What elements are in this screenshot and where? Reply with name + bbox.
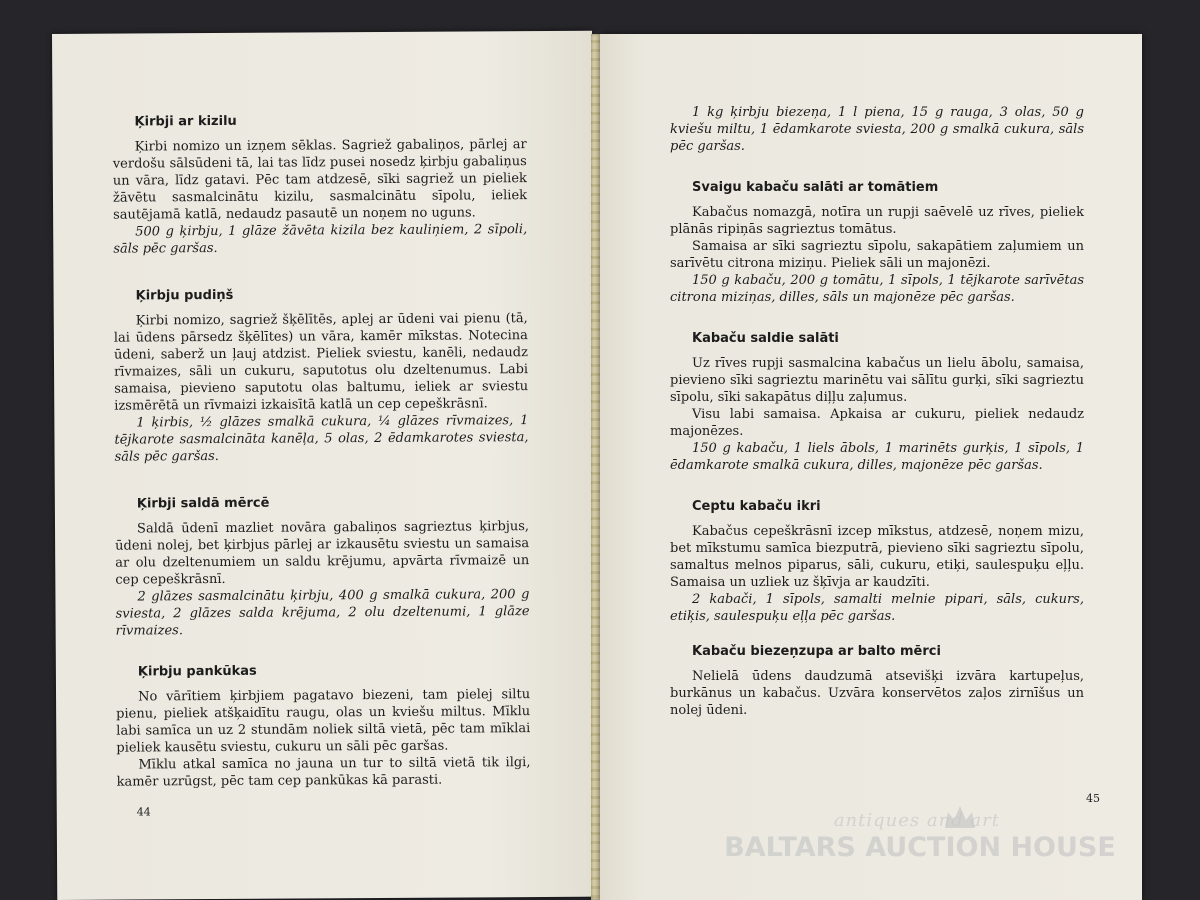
recipe-text: Mīklu atkal samīca no jauna un tur to siltā vietā tik ilgi, kamēr uzrūgst, pēc tam cep pankūkas kā parasti.: [116, 755, 531, 790]
recipe-ingredients: 150 g kabaču, 200 g tomātu, 1 sīpols, 1 tējkarote sarīvētas citrona miziņas, dilles, sāls un majonēze pēc garšas.: [670, 273, 1084, 305]
page-number: 45: [1086, 792, 1100, 805]
recipe-kirbji-salda-merce: [115, 493, 530, 640]
right-page-content: [670, 104, 1084, 719]
recipe-text: Uz rīves rupji sasmalcina kabačus un lielu ābolu, samaisa, pievieno sīki sagrieztu marinētu vai sālītu gurķi, sīki sagrieztu sīpolu, sīki sakapātus diļļu zaļumus.: [670, 356, 1084, 405]
recipe-text: Kabačus nomazgā, notīra un rupji saēvelē uz rīves, pieliek plānās ripiņās sagrieztus tomātus.: [670, 205, 1084, 237]
recipe-kabacu-saldie-salati: [670, 330, 1084, 474]
recipe-text: Saldā ūdenī mazliet novāra gabaliņos sagrieztus ķirbjus, ūdeni nolej, bet ķirbjus pārlej ar izkausētu sviestu un samaisa ar olu dzeltenumiem un saldu krējumu, apvārta rīvmaizē un cep cepeškrāsnī.: [115, 519, 530, 588]
recipe-kirbji-ar-kizilu: [112, 111, 527, 258]
recipe-text: Visu labi samaisa. Apkaisa ar cukuru, pieliek nedaudz majonēzes.: [670, 407, 1084, 439]
page-number: 44: [136, 805, 151, 819]
recipe-title: Kabaču biezeņzupa ar balto mērci: [692, 644, 941, 659]
recipe-kirbju-pudins: [114, 285, 529, 466]
right-page: [600, 34, 1142, 900]
recipe-title: Ķirbju pudiņš: [135, 287, 234, 304]
recipe-text: Nelielā ūdens daudzumā atsevišķi izvāra kartupeļus, burkānus un kabačus. Uzvāra konservētos zaļos zirnīšus un nolej ūdeni.: [670, 669, 1084, 718]
recipe-svaigu-kabacu-salati: [670, 179, 1084, 306]
recipe-text: Ķirbi nomizo un izņem sēklas. Sagriež gabaliņos, pārlej ar verdošu sālsūdeni tā, lai tas līdz pusei nosedz ķirbju gabaliņus un vāra, līdz gatavi. Pēc tam atdzesē, sīki sagriež un pieliek žāvētu sasmalcinātu kizilu, sasmalcinātu sīpolu, ieliek sautējamā katlā, nedaudz pasautē un noņem no uguns.: [112, 137, 528, 223]
recipe-title: Ceptu kabaču ikri: [692, 499, 821, 514]
watermark: [720, 810, 1120, 880]
recipe-ingredients: 2 kabači, 1 sīpols, samalti melnie pipari, sāls, cukurs, etiķis, saulespuķu eļļa pēc garšas.: [670, 592, 1084, 624]
open-book: [52, 34, 1142, 900]
recipe-ingredients: 2 glāzes sasmalcinātu ķirbju, 400 g smalkā cukura, 200 g sviesta, 2 glāzes salda krējuma, 2 olu dzeltenumi, 1 glāze rīvmaizes.: [115, 587, 530, 639]
recipe-title: Ķirbju pankūkas: [137, 663, 257, 680]
recipe-title: Kabaču saldie salāti: [692, 331, 839, 346]
recipe-text: Ķirbi nomizo, sagriež šķēlītēs, aplej ar ūdeni vai pienu (tā, lai ūdens pārsedz šķēlītes) un vāra, kamēr mīkstas. Notecina ūdeni, saberž un ļauj atdzist. Pieliek sviestu, kanēli, nedaudz rīvmaizes, sāli un cukuru, saputotus olu dzeltenumus. Labi samaisa, pievieno saputotu olas baltumu, ieliek ar sviestu izsmērētā un rīvmaizi izkaisītā katlā un cep cepeškrāsnī.: [113, 311, 529, 414]
recipe-kabacu-biezenzupa: [670, 643, 1084, 719]
left-page: [52, 31, 597, 900]
recipe-title: Ķirbji saldā mērcē: [136, 495, 270, 512]
recipe-text: Kabačus cepeškrāsnī izcep mīkstus, atdzesē, noņem mizu, bet mīkstumu samīca biezputrā, pievieno sīki sagrieztu sīpolu, samaltus melnos piparus, sāli, cukuru, etiķi, saulespuķu eļļu. Samaisa un uzliek uz šķīvja ar kaudzīti.: [670, 524, 1084, 590]
left-page-content: [112, 111, 530, 791]
recipe-ingredients: 500 g ķirbju, 1 glāze žāvēta kizila bez kauliņiem, 2 sīpoli, sāls pēc garšas.: [113, 222, 528, 257]
watermark-brand: BALTARS AUCTION HOUSE: [724, 832, 1116, 863]
recipe-text: Samaisa ar sīki sagrieztu sīpolu, sakapātiem zaļumiem un sarīvētu citrona miziņu. Pieliek sāli un majonēzi.: [670, 239, 1084, 271]
recipe-title: Ķirbji ar kizilu: [134, 113, 237, 130]
recipe-ceptu-kabacu-ikri: [670, 498, 1084, 625]
watermark-tagline: antiques and art: [833, 810, 1000, 831]
recipe-kirbju-pankukas: [116, 661, 531, 791]
recipe-ingredients: 1 kg ķirbju biezeņa, 1 l piena, 15 g rauga, 3 olas, 50 g kviešu miltu, 1 ēdamkarote sviesta, 200 g smalkā cukura, sāls pēc garšas.: [670, 105, 1084, 154]
recipe-ingredients: 150 g kabaču, 1 liels ābols, 1 marinēts gurķis, 1 sīpols, 1 ēdamkarote smalkā cukura, dilles, majonēze pēc garšas.: [670, 441, 1084, 473]
recipe-title: Svaigu kabaču salāti ar tomātiem: [692, 180, 939, 195]
recipe-ingredients: 1 ķirbis, ½ glāzes smalkā cukura, ¼ glāzes rīvmaizes, 1 tējkarote sasmalcināta kanēļa, 5 olas, 2 ēdamkarotes sviesta, sāls pēc garšas.: [114, 413, 529, 465]
recipe-text: No vārītiem ķirbjiem pagatavo biezeni, tam pielej siltu pienu, pieliek atšķaidītu raugu, olas un kviešu miltus. Mīklu labi samīca un uz 2 stundām noliek siltā vietā, pēc tam mīklai pieliek kausētu sviestu, cukuru un sāli pēc garšas.: [116, 687, 531, 756]
